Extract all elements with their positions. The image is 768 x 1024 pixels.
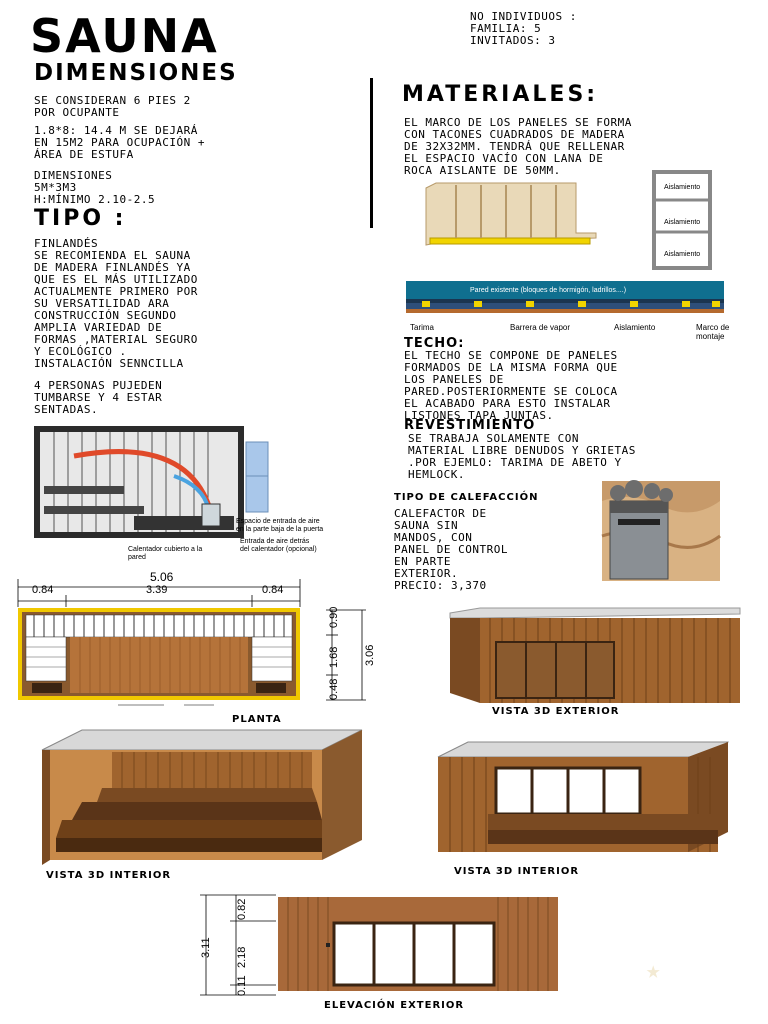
interior-3d-view-b: [438, 742, 728, 852]
revestimiento-body: SE TRABAJA SOLAMENTE CON MATERIAL LIBRE DENUDOS Y GRIETAS .POR EJEMLO: TARIMA DE ABETO Y HEMLOCK.: [408, 432, 636, 481]
plan-dim-left: 0.84: [32, 584, 54, 596]
planta-caption: PLANTA: [232, 714, 282, 725]
materiales-heading: MATERIALES:: [402, 82, 599, 107]
interior-3d-caption-b: VISTA 3D INTERIOR: [454, 866, 580, 877]
exterior-3d-view: [450, 608, 745, 708]
tipo-capacity: 4 PERSONAS PUJEDEN TUMBARSE Y 4 ESTAR SENTADAS.: [34, 379, 163, 416]
revestimiento-heading: REVESTIMIENTO: [404, 418, 536, 433]
heater-photo: [602, 481, 720, 581]
techo-heading: TECHO:: [404, 336, 465, 351]
layer-label-marco: Marco de montaje: [696, 323, 730, 341]
frame-label-1: Aislamiento: [664, 184, 701, 191]
diagram-label-air-in: Espacio de entrada de aire en la parte baja de la puerta: [236, 518, 324, 533]
elevation-caption: ELEVACIÓN EXTERIOR: [324, 1000, 465, 1011]
dimensions-list: DIMENSIONES 5M*3M3 H:MÍNIMO 2.10-2.5: [34, 169, 156, 206]
tipo-body: FINLANDÉS SE RECOMIENDA EL SAUNA DE MADERA FINLANDÉS YA QUE ES EL MÁS UTILIZADO ACTUALMENTE PRIMERO POR SU VERSATILIDAD ARA CONSTRUCCIÓN SEGUNDO AMPLIA VARIEDAD DE FORMAS ,MATERIAL SEGURO Y ECOLÓGICO . INSTALACIÓN SENNCILLA: [34, 237, 198, 370]
column-divider: [370, 78, 373, 228]
elev-dim-bottom: 0.11: [236, 975, 248, 996]
layer-label-tarima: Tarima: [410, 323, 435, 332]
frame-label-3: Aislamiento: [664, 251, 701, 258]
family-info: NO INDIVIDUOS : FAMILIA: 5 INVITADOS: 3: [470, 10, 577, 47]
plan-dim-v1: 0.90: [328, 606, 340, 628]
materiales-body: EL MARCO DE LOS PANELES SE FORMA CON TACONES CUADRADOS DE MADERA DE 32X32MM. TENDRÁ QUE RELLENAR EL ESPACIO VACÍO CON LANA DE ROCA AISLANTE DE 50MM.: [404, 116, 632, 177]
diagram-label-heater-air: Entrada de aire detrás del calentador (opcional): [240, 538, 317, 553]
wall-panel-illustration: [426, 183, 601, 253]
dimensions-calc: 1.8*8: 14.4 M SE DEJARÁ EN 15M2 PARA OCUPACIÓN + ÁREA DE ESTUFA: [34, 124, 205, 161]
sauna-section-diagram: [34, 426, 274, 566]
plan-dim-right: 0.84: [262, 584, 284, 596]
floor-plan: [14, 575, 369, 710]
wall-label: Pared existente (bloques de hormigón, ladrillos....): [470, 287, 627, 294]
layer-label-aislamiento: Aislamiento: [614, 323, 656, 332]
dimensions-intro: SE CONSIDERAN 6 PIES 2 POR OCUPANTE: [34, 94, 191, 119]
diagram-label-heater: Calentador cubierto a la pared: [128, 546, 203, 561]
interior-3d-view-a: [42, 730, 362, 865]
calefaccion-heading: TIPO DE CALEFACCIÓN: [394, 492, 539, 503]
plan-dim-v2: 1.68: [328, 646, 340, 668]
tipo-heading: TIPO :: [34, 206, 127, 231]
exterior-3d-caption: VISTA 3D EXTERIOR: [492, 706, 620, 717]
plan-dim-v3: 0.48: [328, 678, 340, 700]
page-subtitle: DIMENSIONES: [34, 60, 238, 86]
elev-dim-total: 3.11: [200, 937, 212, 958]
plan-dim-total: 5.06: [150, 570, 174, 584]
page-title: SAUNA: [30, 9, 219, 63]
elev-dim-top: 0.82: [236, 898, 248, 920]
exterior-elevation: [196, 893, 566, 998]
interior-3d-caption-a: VISTA 3D INTERIOR: [46, 870, 172, 881]
techo-body: EL TECHO SE COMPONE DE PANELES FORMADOS DE LA MISMA FORMA QUE LOS PANELES DE PARED.POSTERIORMENTE SE COLOCA EL ACABADO PARA ESTO INSTALAR LISTONES TAPA JUNTAS.: [404, 349, 618, 422]
elev-dim-middle: 2.18: [236, 946, 248, 968]
plan-dim-center: 3.39: [146, 584, 168, 596]
calefaccion-body: CALEFACTOR DE SAUNA SIN MANDOS, CON PANEL DE CONTROL EN PARTE EXTERIOR. PRECIO: 3,370: [394, 507, 508, 592]
frame-label-2: Aislamiento: [664, 219, 701, 226]
layer-label-barrera: Barrera de vapor: [510, 323, 571, 332]
plan-dim-vtotal: 3.06: [364, 644, 376, 666]
star-icon: ★: [646, 956, 661, 984]
